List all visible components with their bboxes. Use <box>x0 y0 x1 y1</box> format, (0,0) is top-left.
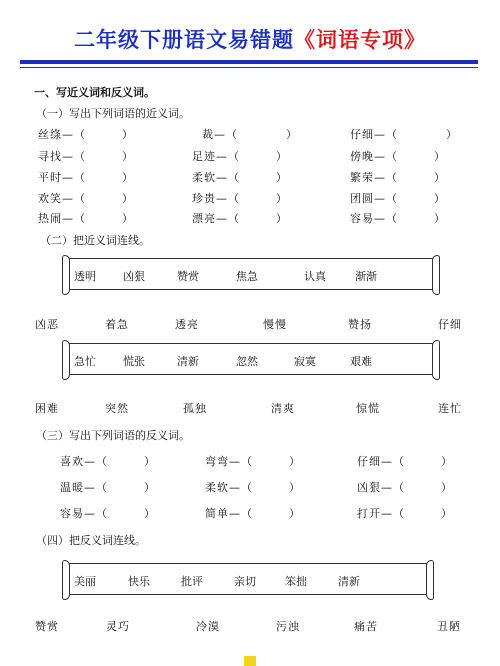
antonym-item[interactable]: 凶狠—（ ） <box>357 481 453 494</box>
synonym-item[interactable]: 寻找—（ ） <box>38 150 134 163</box>
part3-heading: （三）写出下列词语的反义词。 <box>36 429 190 442</box>
match-word[interactable]: 丑陋 <box>437 620 461 633</box>
scroll-word[interactable]: 美丽 <box>74 575 96 588</box>
part2-heading: （二）把近义词连线。 <box>40 234 150 247</box>
match-word[interactable]: 仔细 <box>438 318 462 331</box>
antonym-item[interactable]: 简单—（ ） <box>205 507 301 520</box>
match-word[interactable]: 着急 <box>105 318 129 331</box>
page-title <box>0 24 500 54</box>
antonym-item[interactable]: 柔软—（ ） <box>205 481 301 494</box>
word-scroll-3 <box>65 563 431 595</box>
match-word[interactable]: 慢慢 <box>263 318 287 331</box>
match-word[interactable]: 连忙 <box>438 402 462 415</box>
antonym-item[interactable]: 仔细—（ ） <box>357 455 453 468</box>
synonym-item[interactable]: 欢笑—（ ） <box>38 192 134 205</box>
synonym-item[interactable]: 丝绦—（ ） <box>38 128 134 141</box>
match-word[interactable]: 困难 <box>35 402 59 415</box>
synonym-item[interactable]: 仔细—（ ） <box>350 128 458 141</box>
match-word[interactable]: 痛苦 <box>354 620 378 633</box>
scroll-word[interactable]: 赞赏 <box>177 270 199 283</box>
synonym-item[interactable]: 珍贵—（ ） <box>192 192 288 205</box>
match-word[interactable]: 透亮 <box>175 318 199 331</box>
match-word[interactable]: 凶恶 <box>35 318 59 331</box>
match-word[interactable]: 赞赏 <box>35 620 59 633</box>
scroll-word[interactable]: 寂寞 <box>294 355 316 368</box>
title-rule-thick <box>20 60 478 64</box>
word-scroll-2 <box>65 343 437 375</box>
scroll-word[interactable]: 快乐 <box>128 575 150 588</box>
match-word[interactable]: 污浊 <box>276 620 300 633</box>
title-rule-thin <box>20 67 478 68</box>
match-word[interactable]: 突然 <box>105 402 129 415</box>
part4-heading: （四）把反义词连线。 <box>36 534 146 547</box>
synonym-item[interactable]: 裁—（ ） <box>202 128 298 141</box>
scroll-word[interactable]: 清新 <box>177 355 199 368</box>
antonym-item[interactable]: 喜欢—（ ） <box>60 455 156 468</box>
scroll-word[interactable]: 忽然 <box>236 355 258 368</box>
scroll-word[interactable]: 亲切 <box>234 575 256 588</box>
decorative-marker <box>244 656 256 666</box>
scroll-word[interactable]: 慌张 <box>123 355 145 368</box>
scroll-word[interactable]: 认真 <box>304 270 326 283</box>
scroll-word[interactable]: 清新 <box>338 575 360 588</box>
scroll-word[interactable]: 艰难 <box>350 355 372 368</box>
synonym-item[interactable]: 团圆—（ ） <box>350 192 446 205</box>
synonym-item[interactable]: 热闹—（ ） <box>38 212 134 225</box>
scroll-word[interactable]: 焦急 <box>236 270 258 283</box>
scroll-word[interactable]: 批评 <box>181 575 203 588</box>
synonym-item[interactable]: 繁荣—（ ） <box>350 171 446 184</box>
scroll-word[interactable]: 凶狠 <box>123 270 145 283</box>
synonym-item[interactable]: 平时—（ ） <box>38 171 134 184</box>
match-word[interactable]: 灵巧 <box>106 620 130 633</box>
match-word[interactable]: 赞扬 <box>348 318 372 331</box>
scroll-word[interactable]: 笨拙 <box>285 575 307 588</box>
synonym-item[interactable]: 容易—（ ） <box>350 212 446 225</box>
title-main: 二年级下册语文易错题 <box>74 28 294 52</box>
part1-heading: （一）写出下列词语的近义词。 <box>36 107 190 120</box>
antonym-item[interactable]: 打开—（ ） <box>357 507 453 520</box>
word-scroll-1 <box>65 258 437 290</box>
synonym-item[interactable]: 足迹—（ ） <box>192 150 288 163</box>
scroll-word[interactable]: 急忙 <box>74 355 96 368</box>
section-heading: 一、写近义词和反义词。 <box>34 86 155 99</box>
scroll-word[interactable]: 渐渐 <box>355 270 377 283</box>
antonym-item[interactable]: 容易—（ ） <box>60 507 156 520</box>
synonym-item[interactable]: 傍晚—（ ） <box>350 150 446 163</box>
title-accent: 《词语专项》 <box>294 28 426 52</box>
antonym-item[interactable]: 温暖—（ ） <box>60 481 156 494</box>
match-word[interactable]: 冷漠 <box>196 620 220 633</box>
scroll-word[interactable]: 透明 <box>74 270 96 283</box>
match-word[interactable]: 孤独 <box>183 402 207 415</box>
synonym-item[interactable]: 漂亮—（ ） <box>192 212 288 225</box>
match-word[interactable]: 清爽 <box>271 402 295 415</box>
match-word[interactable]: 惊慌 <box>356 402 380 415</box>
antonym-item[interactable]: 弯弯—（ ） <box>205 455 301 468</box>
synonym-item[interactable]: 柔软—（ ） <box>192 171 288 184</box>
